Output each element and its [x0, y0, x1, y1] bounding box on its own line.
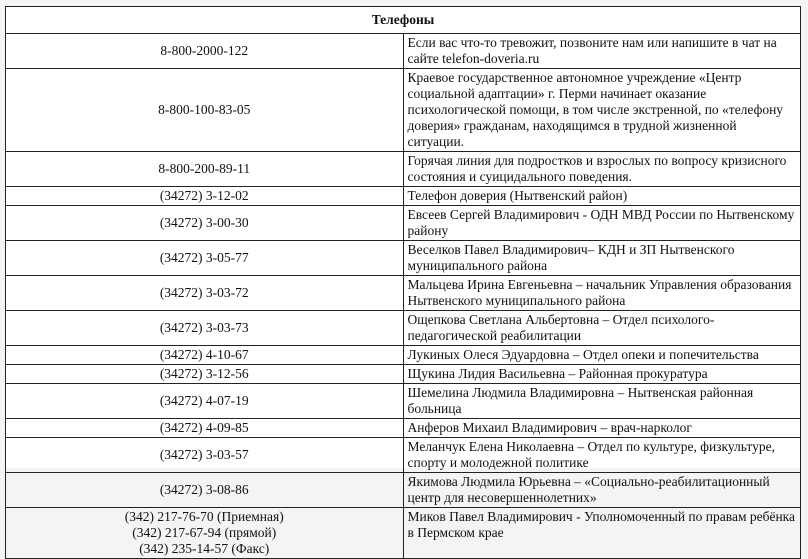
contact-description: Якимова Людмила Юрьевна – «Социально-реабилитационный центр для несовершеннолетних»: [403, 473, 801, 508]
phone-number-cell: [6, 473, 404, 508]
contact-description: Анферов Михаил Владимирович – врач-нарколог: [403, 419, 801, 438]
phone-number-cell: [6, 34, 404, 69]
contact-description: Краевое государственное автономное учреждение «Центр социальной адаптации» г. Перми начинает оказание психологической помощи, в том числе экстренной, по «телефону доверия» гражданам, находящимся в трудной жизненной ситуации.: [403, 69, 801, 152]
phone-number-cell: [6, 241, 404, 276]
contact-description: Меланчук Елена Николаевна – Отдел по культуре, физкультуре, спорту и молодежной политике: [403, 438, 801, 473]
phone-number[interactable]: 8-800-2000-122: [160, 43, 249, 58]
phone-number-cell: [6, 276, 404, 311]
table-row: [6, 276, 801, 311]
phone-number-cell: [6, 346, 404, 365]
contact-description: Ощепкова Светлана Альбертовна – Отдел психолого-педагогической реабилитации: [403, 311, 801, 346]
phones-table: [5, 6, 801, 559]
table-row: [6, 69, 801, 152]
phone-number-cell: [6, 206, 404, 241]
phones-sheet: [5, 6, 801, 556]
phone-number-cell: [6, 311, 404, 346]
contact-description: Телефон доверия (Нытвенский район): [403, 187, 801, 206]
table-row: [6, 384, 801, 419]
contact-description: Веселков Павел Владимирович– КДН и ЗП Нытвенского муниципального района: [403, 241, 801, 276]
phone-number[interactable]: (34272) 3-03-57: [159, 447, 249, 462]
table-row: [6, 438, 801, 473]
table-row: [6, 365, 801, 384]
contact-description: Горячая линия для подростков и взрослых по вопросу кризисного состояния и суицидального поведения.: [403, 152, 801, 187]
table-row: [6, 473, 801, 508]
table-row: [6, 346, 801, 365]
phone-number[interactable]: (34272) 3-08-86: [159, 482, 249, 497]
table-title: Телефоны: [6, 7, 801, 34]
phone-number[interactable]: 8-800-200-89-11: [158, 161, 251, 176]
table-row: [6, 419, 801, 438]
contact-description: Мальцева Ирина Евгеньевна – начальник Управления образования Нытвенского муниципального района: [403, 276, 801, 311]
contact-description: Шемелина Людмила Владимировна – Нытвенская районная больница: [403, 384, 801, 419]
phone-number[interactable]: (34272) 3-03-73: [159, 320, 249, 335]
phone-number[interactable]: (34272) 3-12-56: [159, 366, 249, 381]
phone-number-cell: [6, 384, 404, 419]
contact-description: Щукина Лидия Васильевна – Районная прокуратура: [403, 365, 801, 384]
contact-description: Если вас что-то тревожит, позвоните нам или напишите в чат на сайте telefon-doveria.ru: [403, 34, 801, 69]
phone-number-cell: [6, 365, 404, 384]
phone-number-cell: [6, 152, 404, 187]
phone-number[interactable]: (34272) 3-05-77: [159, 250, 249, 265]
phone-number[interactable]: (34272) 4-09-85: [159, 420, 249, 435]
phone-number[interactable]: (34272) 3-00-30: [159, 215, 249, 230]
phone-number-cell: [6, 419, 404, 438]
table-row: [6, 311, 801, 346]
table-row: [6, 152, 801, 187]
table-row: [6, 508, 801, 559]
phone-number[interactable]: (342) 217-67-94 (прямой): [132, 525, 277, 540]
table-body: [6, 34, 801, 559]
contact-description: Миков Павел Владимирович - Уполномоченный по правам ребёнка в Пермском крае: [403, 508, 801, 559]
phone-number[interactable]: (34272) 3-03-72: [159, 285, 249, 300]
table-row: [6, 34, 801, 69]
contact-description: Лукиных Олеся Эдуардовна – Отдел опеки и попечительства: [403, 346, 801, 365]
table-row: [6, 241, 801, 276]
table-row: [6, 206, 801, 241]
phone-number[interactable]: (34272) 4-07-19: [159, 393, 249, 408]
phone-number-cell: [6, 187, 404, 206]
table-header-row: [6, 7, 801, 34]
phone-number[interactable]: (34272) 4-10-67: [159, 347, 249, 362]
phone-number[interactable]: (342) 235-14-57 (Факс): [139, 541, 270, 556]
phone-number[interactable]: 8-800-100-83-05: [158, 102, 251, 117]
contact-description: Евсеев Сергей Владимирович - ОДН МВД России по Нытвенскому району: [403, 206, 801, 241]
phone-number-cell: [6, 508, 404, 559]
phone-number-cell: [6, 69, 404, 152]
phone-number[interactable]: (34272) 3-12-02: [159, 188, 249, 203]
phone-number[interactable]: (342) 217-76-70 (Приемная): [124, 509, 284, 524]
table-row: [6, 187, 801, 206]
phone-number-cell: [6, 438, 404, 473]
